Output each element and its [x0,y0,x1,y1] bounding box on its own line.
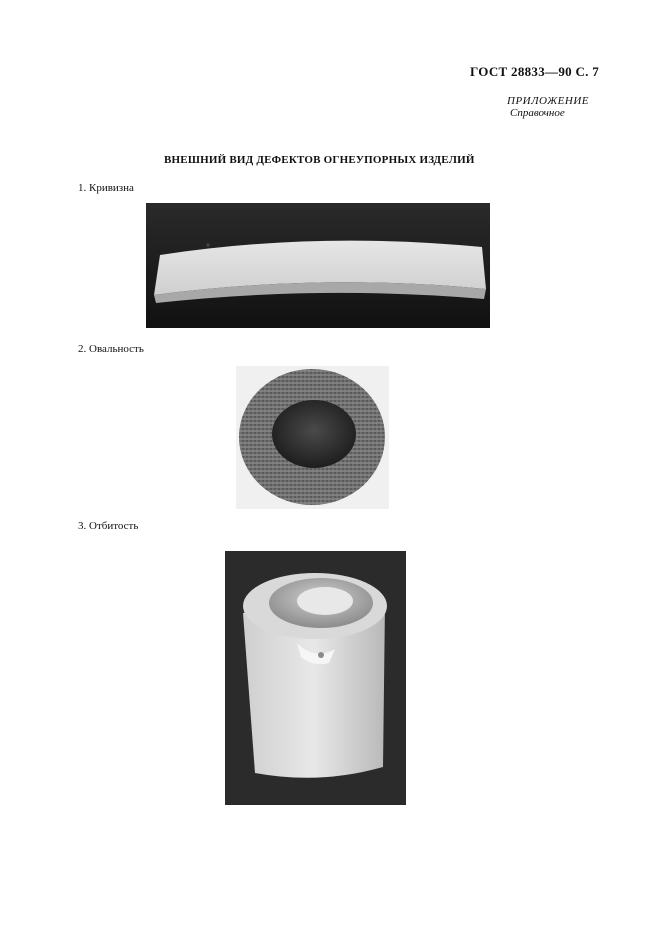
oval-ring-illustration [236,366,389,509]
curved-brick-illustration [146,203,490,328]
photo-chipping [225,551,406,805]
page-header: ГОСТ 28833—90 С. 7 [470,64,600,79]
appendix-label: ПРИЛОЖЕНИЕ [507,95,589,107]
photo-ovality [236,366,389,509]
figure-caption-chipping: 3. Отбитость [78,520,139,532]
photo-curvature [146,203,490,328]
chipped-cylinder-illustration [225,551,406,805]
page-title: ВНЕШНИЙ ВИД ДЕФЕКТОВ ОГНЕУПОРНЫХ ИЗДЕЛИЙ [164,154,475,166]
figure-caption-ovality: 2. Овальность [78,343,144,355]
figure-caption-curvature: 1. Кривизна [78,182,134,194]
appendix-type: Справочное [510,107,565,119]
